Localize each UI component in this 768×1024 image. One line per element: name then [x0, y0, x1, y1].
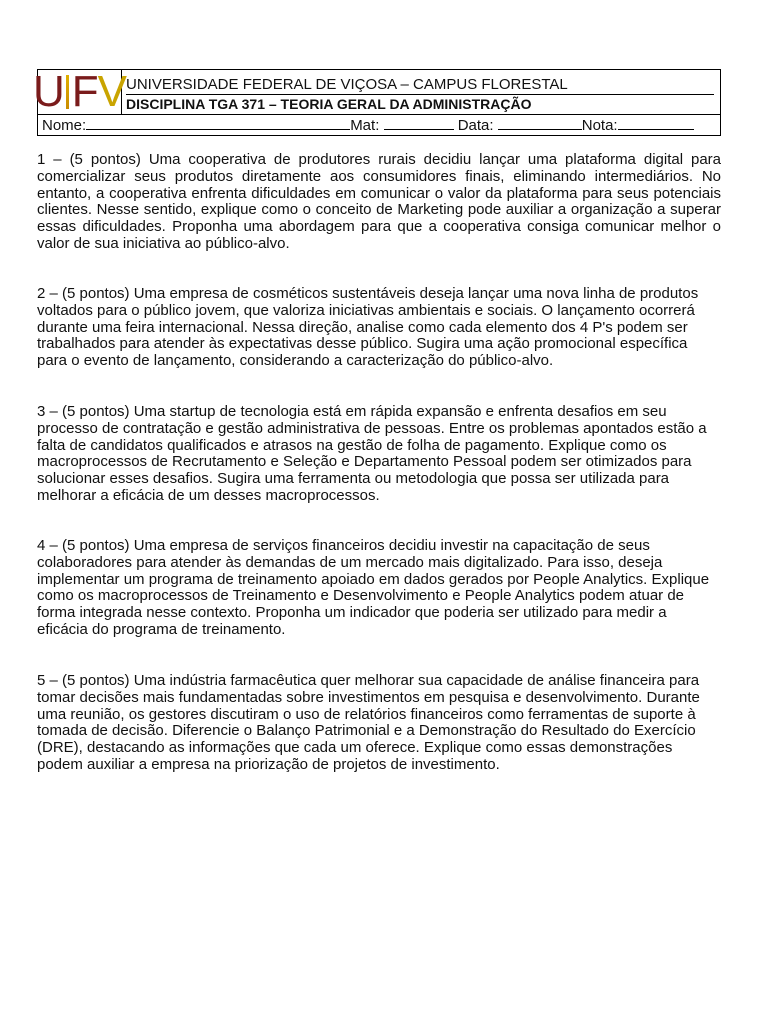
discipline-title: DISCIPLINA TGA 371 – TEORIA GERAL DA ADMINISTRAÇÃO	[126, 96, 532, 112]
mat-label: Mat:	[350, 117, 380, 134]
question-1: 1 – (5 pontos) Uma cooperativa de produtores rurais decidiu lançar uma plataforma digital para comercializar seus produtos diretamente aos consumidores finais, eliminando intermediários. No entanto, a cooperativa enfrenta dificuldades em comunicar o valor da plataforma para seus potenciais clientes. Nesse sentido, explique como o conceito de Marketing pode auxiliar a organização a superar essas dificuldades. Proponha uma abordagem para que a cooperativa consiga comunicar melhor o valor de sua iniciativa ao público-alvo.	[37, 151, 721, 252]
logo-cell	[32, 67, 127, 116]
question-5: 5 – (5 pontos) Uma indústria farmacêutica quer melhorar sua capacidade de análise financeira para tomar decisões mais fundamentadas sobre investimentos em pesquisa e desenvolvimento. Durante uma reunião, os gestores discutiram o uso de relatórios financeiros como ferramentas de suporte à tomada de decisão. Diferencie o Balanço Patrimonial e a Demonstração do Resultado do Exercício (DRE), destacando as informações que cada um oferece. Explique como essas demonstrações podem auxiliar a empresa na priorização de projetos de investimento.	[37, 672, 700, 773]
question-2: 2 – (5 pontos) Uma empresa de cosméticos sustentáveis deseja lançar uma nova linha de produtos voltados para o público jovem, que valoriza iniciativas ambientais e sociais. O lançamento ocorrerá durante uma feira internacional. Nessa direção, analise como cada elemento dos 4 P's podem ser trabalhados para atender às expectativas desse público. Sugira uma ação promocional específica para o evento de lançamento, considerando a caracterização do público-alvo.	[37, 285, 699, 370]
grade-label: Nota:	[581, 117, 618, 134]
date-field[interactable]	[498, 115, 582, 130]
university-name: UNIVERSIDADE FEDERAL DE VIÇOSA – CAMPUS FLORESTAL	[126, 76, 714, 95]
grade-field[interactable]	[618, 115, 694, 130]
question-4: 4 – (5 pontos) Uma empresa de serviços financeiros decidiu investir na capacitação de seus colaboradores para atender às demandas de um mercado mais digitalizado. Para isso, deseja implementar um programa de treinamento apoiado em dados gerados por People Analytics. Explique como os macroprocessos de Treinamento e Desenvolvimento e People Analytics podem atuar de forma integrada nesse contexto. Proponha um indicador que poderia ser utilizado para medir a eficácia do programa de treinamento.	[37, 537, 710, 638]
mat-field[interactable]	[384, 115, 454, 130]
title-cell	[122, 70, 720, 114]
question-3: 3 – (5 pontos) Uma startup de tecnologia está em rápida expansão e enfrenta desafios em seu processo de contratação e gestão administrativa de pessoas. Entre os problemas apontados estão a falta de candidatos qualificados e atrasos na gestão de folha de pagamento. Explique como os macroprocessos de Recrutamento e Seleção e Departamento Pessoal podem ser otimizados para solucionar esses desafios. Sugira uma ferramenta ou metodologia que possa ser utilizada para melhorar a eficácia de um desses macroprocessos.	[37, 403, 707, 504]
name-label: Nome:	[42, 117, 87, 134]
ufv-logo: U F V	[32, 67, 127, 116]
date-label: Data:	[457, 117, 494, 134]
exam-header	[32, 67, 721, 136]
name-field[interactable]	[86, 115, 350, 130]
student-fields-row	[38, 114, 720, 136]
